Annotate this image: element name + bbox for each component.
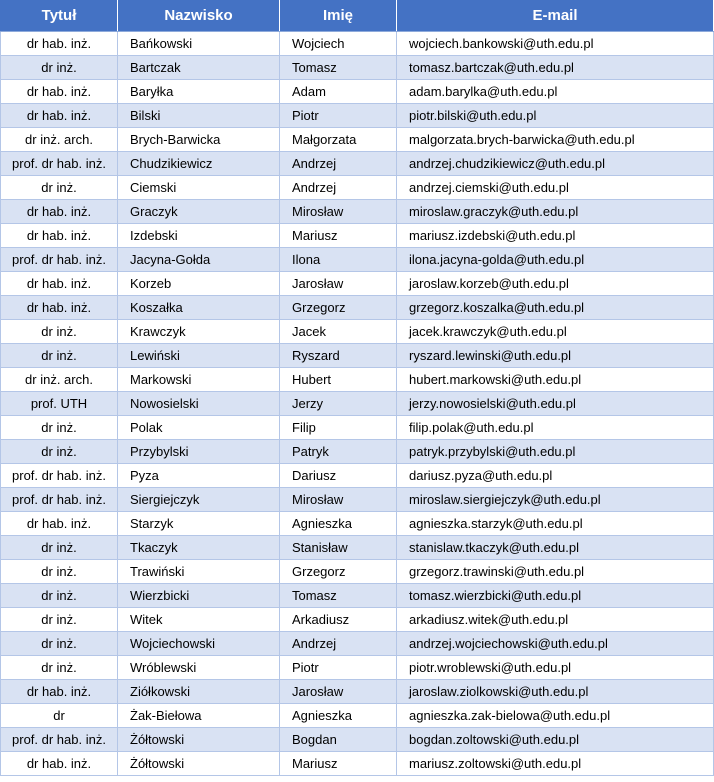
cell-email: stanislaw.tkaczyk@uth.edu.pl bbox=[397, 536, 714, 560]
table-row bbox=[1, 224, 714, 248]
cell-email: miroslaw.siergiejczyk@uth.edu.pl bbox=[397, 488, 714, 512]
table-row bbox=[1, 488, 714, 512]
cell-email: miroslaw.graczyk@uth.edu.pl bbox=[397, 200, 714, 224]
table-row bbox=[1, 176, 714, 200]
table-row bbox=[1, 752, 714, 776]
cell-surname: Ciemski bbox=[118, 176, 280, 200]
table-row bbox=[1, 248, 714, 272]
cell-first-name: Tomasz bbox=[280, 56, 397, 80]
cell-first-name: Bogdan bbox=[280, 728, 397, 752]
table-row bbox=[1, 680, 714, 704]
table-row bbox=[1, 32, 714, 56]
cell-surname: Wojciechowski bbox=[118, 632, 280, 656]
cell-surname: Przybylski bbox=[118, 440, 280, 464]
cell-email: mariusz.zoltowski@uth.edu.pl bbox=[397, 752, 714, 776]
cell-email: ilona.jacyna-golda@uth.edu.pl bbox=[397, 248, 714, 272]
table-row bbox=[1, 512, 714, 536]
cell-title: dr inż. arch. bbox=[1, 128, 118, 152]
table-row bbox=[1, 272, 714, 296]
table-row bbox=[1, 536, 714, 560]
cell-title: prof. UTH bbox=[1, 392, 118, 416]
cell-email: tomasz.bartczak@uth.edu.pl bbox=[397, 56, 714, 80]
table-row bbox=[1, 560, 714, 584]
header-row bbox=[1, 0, 714, 32]
cell-title: prof. dr hab. inż. bbox=[1, 464, 118, 488]
cell-email: jacek.krawczyk@uth.edu.pl bbox=[397, 320, 714, 344]
table-row bbox=[1, 584, 714, 608]
table-row bbox=[1, 704, 714, 728]
cell-title: dr hab. inż. bbox=[1, 296, 118, 320]
cell-surname: Ziółkowski bbox=[118, 680, 280, 704]
cell-surname: Polak bbox=[118, 416, 280, 440]
table-row bbox=[1, 464, 714, 488]
cell-title: dr hab. inż. bbox=[1, 752, 118, 776]
cell-title: dr inż. bbox=[1, 584, 118, 608]
cell-title: dr inż. bbox=[1, 416, 118, 440]
cell-surname: Koszałka bbox=[118, 296, 280, 320]
cell-title: prof. dr hab. inż. bbox=[1, 152, 118, 176]
cell-email: arkadiusz.witek@uth.edu.pl bbox=[397, 608, 714, 632]
cell-title: dr inż. bbox=[1, 608, 118, 632]
cell-first-name: Stanisław bbox=[280, 536, 397, 560]
cell-surname: Siergiejczyk bbox=[118, 488, 280, 512]
cell-title: dr inż. bbox=[1, 560, 118, 584]
cell-surname: Lewiński bbox=[118, 344, 280, 368]
cell-first-name: Arkadiusz bbox=[280, 608, 397, 632]
cell-title: dr inż. bbox=[1, 176, 118, 200]
cell-surname: Krawczyk bbox=[118, 320, 280, 344]
table-row bbox=[1, 296, 714, 320]
header-first-name: Imię bbox=[280, 0, 397, 32]
cell-surname: Korzeb bbox=[118, 272, 280, 296]
table-row bbox=[1, 608, 714, 632]
cell-surname: Bilski bbox=[118, 104, 280, 128]
cell-first-name: Hubert bbox=[280, 368, 397, 392]
cell-title: dr inż. bbox=[1, 344, 118, 368]
cell-first-name: Piotr bbox=[280, 104, 397, 128]
table-row bbox=[1, 320, 714, 344]
cell-email: filip.polak@uth.edu.pl bbox=[397, 416, 714, 440]
cell-title: dr inż. bbox=[1, 536, 118, 560]
cell-email: malgorzata.brych-barwicka@uth.edu.pl bbox=[397, 128, 714, 152]
table-row bbox=[1, 392, 714, 416]
cell-first-name: Mariusz bbox=[280, 752, 397, 776]
cell-title: dr hab. inż. bbox=[1, 680, 118, 704]
cell-first-name: Grzegorz bbox=[280, 296, 397, 320]
cell-first-name: Andrzej bbox=[280, 632, 397, 656]
cell-first-name: Agnieszka bbox=[280, 512, 397, 536]
cell-title: dr hab. inż. bbox=[1, 104, 118, 128]
cell-email: patryk.przybylski@uth.edu.pl bbox=[397, 440, 714, 464]
cell-surname: Trawiński bbox=[118, 560, 280, 584]
cell-surname: Nowosielski bbox=[118, 392, 280, 416]
cell-email: andrzej.chudzikiewicz@uth.edu.pl bbox=[397, 152, 714, 176]
cell-title: prof. dr hab. inż. bbox=[1, 728, 118, 752]
cell-first-name: Andrzej bbox=[280, 152, 397, 176]
cell-first-name: Filip bbox=[280, 416, 397, 440]
cell-title: dr hab. inż. bbox=[1, 80, 118, 104]
cell-surname: Graczyk bbox=[118, 200, 280, 224]
cell-surname: Żółtowski bbox=[118, 728, 280, 752]
cell-first-name: Adam bbox=[280, 80, 397, 104]
cell-title: dr inż. bbox=[1, 56, 118, 80]
table-row bbox=[1, 128, 714, 152]
cell-title: prof. dr hab. inż. bbox=[1, 248, 118, 272]
table-row bbox=[1, 440, 714, 464]
cell-surname: Witek bbox=[118, 608, 280, 632]
table-row bbox=[1, 104, 714, 128]
cell-title: dr hab. inż. bbox=[1, 224, 118, 248]
cell-first-name: Dariusz bbox=[280, 464, 397, 488]
cell-email: jerzy.nowosielski@uth.edu.pl bbox=[397, 392, 714, 416]
cell-title: dr hab. inż. bbox=[1, 272, 118, 296]
table-row bbox=[1, 368, 714, 392]
cell-surname: Wierzbicki bbox=[118, 584, 280, 608]
cell-surname: Żak-Biełowa bbox=[118, 704, 280, 728]
cell-email: tomasz.wierzbicki@uth.edu.pl bbox=[397, 584, 714, 608]
header-title: Tytuł bbox=[1, 0, 118, 32]
cell-first-name: Piotr bbox=[280, 656, 397, 680]
table-row bbox=[1, 80, 714, 104]
cell-email: jaroslaw.korzeb@uth.edu.pl bbox=[397, 272, 714, 296]
cell-surname: Chudzikiewicz bbox=[118, 152, 280, 176]
header-email: E-mail bbox=[397, 0, 714, 32]
cell-email: agnieszka.starzyk@uth.edu.pl bbox=[397, 512, 714, 536]
cell-title: dr inż. arch. bbox=[1, 368, 118, 392]
cell-email: ryszard.lewinski@uth.edu.pl bbox=[397, 344, 714, 368]
cell-first-name: Mirosław bbox=[280, 200, 397, 224]
cell-first-name: Wojciech bbox=[280, 32, 397, 56]
cell-surname: Wróblewski bbox=[118, 656, 280, 680]
cell-first-name: Mariusz bbox=[280, 224, 397, 248]
table-row bbox=[1, 416, 714, 440]
cell-first-name: Ryszard bbox=[280, 344, 397, 368]
cell-email: andrzej.wojciechowski@uth.edu.pl bbox=[397, 632, 714, 656]
cell-first-name: Grzegorz bbox=[280, 560, 397, 584]
cell-email: wojciech.bankowski@uth.edu.pl bbox=[397, 32, 714, 56]
cell-email: jaroslaw.ziolkowski@uth.edu.pl bbox=[397, 680, 714, 704]
cell-surname: Bartczak bbox=[118, 56, 280, 80]
cell-title: dr inż. bbox=[1, 632, 118, 656]
table-header bbox=[1, 0, 714, 32]
table-row bbox=[1, 56, 714, 80]
cell-first-name: Jarosław bbox=[280, 272, 397, 296]
cell-email: piotr.wroblewski@uth.edu.pl bbox=[397, 656, 714, 680]
cell-title: dr inż. bbox=[1, 320, 118, 344]
cell-surname: Pyza bbox=[118, 464, 280, 488]
cell-first-name: Jerzy bbox=[280, 392, 397, 416]
cell-email: adam.barylka@uth.edu.pl bbox=[397, 80, 714, 104]
header-surname: Nazwisko bbox=[118, 0, 280, 32]
cell-first-name: Andrzej bbox=[280, 176, 397, 200]
cell-email: bogdan.zoltowski@uth.edu.pl bbox=[397, 728, 714, 752]
table-row bbox=[1, 152, 714, 176]
cell-title: dr hab. inż. bbox=[1, 32, 118, 56]
cell-surname: Markowski bbox=[118, 368, 280, 392]
cell-surname: Żółtowski bbox=[118, 752, 280, 776]
cell-title: dr bbox=[1, 704, 118, 728]
cell-email: agnieszka.zak-bielowa@uth.edu.pl bbox=[397, 704, 714, 728]
cell-first-name: Agnieszka bbox=[280, 704, 397, 728]
cell-email: grzegorz.koszalka@uth.edu.pl bbox=[397, 296, 714, 320]
cell-surname: Izdebski bbox=[118, 224, 280, 248]
cell-first-name: Małgorzata bbox=[280, 128, 397, 152]
cell-first-name: Mirosław bbox=[280, 488, 397, 512]
cell-email: mariusz.izdebski@uth.edu.pl bbox=[397, 224, 714, 248]
table-row bbox=[1, 344, 714, 368]
cell-surname: Bańkowski bbox=[118, 32, 280, 56]
table-row bbox=[1, 728, 714, 752]
cell-surname: Baryłka bbox=[118, 80, 280, 104]
cell-first-name: Ilona bbox=[280, 248, 397, 272]
cell-title: dr hab. inż. bbox=[1, 512, 118, 536]
cell-title: dr inż. bbox=[1, 440, 118, 464]
cell-email: andrzej.ciemski@uth.edu.pl bbox=[397, 176, 714, 200]
cell-first-name: Jacek bbox=[280, 320, 397, 344]
cell-surname: Brych-Barwicka bbox=[118, 128, 280, 152]
cell-email: grzegorz.trawinski@uth.edu.pl bbox=[397, 560, 714, 584]
table-body bbox=[1, 32, 714, 776]
cell-surname: Tkaczyk bbox=[118, 536, 280, 560]
cell-first-name: Jarosław bbox=[280, 680, 397, 704]
cell-first-name: Patryk bbox=[280, 440, 397, 464]
cell-email: dariusz.pyza@uth.edu.pl bbox=[397, 464, 714, 488]
cell-first-name: Tomasz bbox=[280, 584, 397, 608]
cell-surname: Starzyk bbox=[118, 512, 280, 536]
table-row bbox=[1, 632, 714, 656]
cell-title: dr hab. inż. bbox=[1, 200, 118, 224]
cell-title: prof. dr hab. inż. bbox=[1, 488, 118, 512]
table-row bbox=[1, 656, 714, 680]
cell-surname: Jacyna-Gołda bbox=[118, 248, 280, 272]
cell-title: dr inż. bbox=[1, 656, 118, 680]
cell-email: piotr.bilski@uth.edu.pl bbox=[397, 104, 714, 128]
table-row bbox=[1, 200, 714, 224]
cell-email: hubert.markowski@uth.edu.pl bbox=[397, 368, 714, 392]
